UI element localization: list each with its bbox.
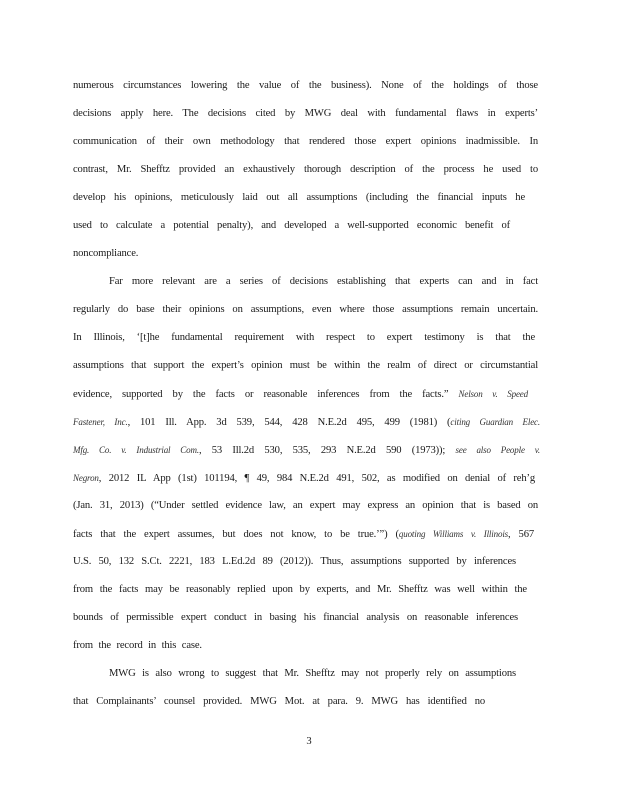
body-line: Fastener, Inc., 101 Ill. App. 3d 539, 544, 428 N.E.2d 495, 499 (1981) (citing Guardian Elec. (73, 417, 540, 428)
body-line: facts that the expert assumes, but does not know, to be true.’”) (quoting Williams v. Illinois, 567 (73, 529, 534, 540)
body-line: that Complainants’ counsel provided. MWG Mot. at para. 9. MWG has identified no (73, 696, 485, 707)
body-line: from the facts may be reasonably replied upon by experts, and Mr. Shefftz was well within the (73, 584, 527, 595)
body-line: used to calculate a potential penalty), and developed a well-supported economic benefit of (73, 220, 510, 231)
case-citation: quoting Williams v. Illinois (398, 529, 509, 539)
case-citation: Negron (73, 473, 99, 483)
page-number: 3 (306, 736, 312, 747)
body-line: bounds of permissible expert conduct in basing his financial analysis on reasonable inferences (73, 612, 518, 623)
body-line: evidence, supported by the facts or reasonable inferences from the facts.” Nelson v. Speed (73, 389, 528, 400)
body-line: develop his opinions, meticulously laid out all assumptions (including the financial inputs he (73, 192, 525, 203)
body-line: Mfg. Co. v. Industrial Com., 53 Ill.2d 530, 535, 293 N.E.2d 590 (1973)); see also People v. (73, 445, 541, 456)
paragraph-first-line: MWG is also wrong to suggest that Mr. Shefftz may not properly rely on assumptions (109, 668, 516, 679)
case-citation: Fastener, Inc. (73, 417, 128, 427)
signal-citation: see also People v. (455, 445, 541, 455)
body-line: from the record in this case. (73, 640, 202, 651)
body-line: noncompliance. (73, 248, 139, 259)
paragraph-first-line: Far more relevant are a series of decisions establishing that experts can and in fact (109, 276, 538, 287)
body-line: communication of their own methodology that rendered those expert opinions inadmissible. In (73, 136, 538, 147)
signal-citation: citing Guardian Elec. (450, 417, 540, 427)
case-citation: Nelson v. Speed (458, 389, 528, 399)
body-line: decisions apply here. The decisions cited by MWG deal with fundamental flaws in experts’ (73, 108, 538, 119)
body-line: (Jan. 31, 2013) (“Under settled evidence law, an expert may express an opinion that is based on (73, 500, 538, 511)
body-line: U.S. 50, 132 S.Ct. 2221, 183 L.Ed.2d 89 (2012)). Thus, assumptions supported by inferences (73, 556, 516, 567)
case-citation: Mfg. Co. v. Industrial Com. (73, 445, 199, 455)
body-line: Negron, 2012 IL App (1st) 101194, ¶ 49, 984 N.E.2d 491, 502, as modified on denial of reh’g (73, 473, 535, 484)
body-line: contrast, Mr. Shefftz provided an exhaustively thorough description of the process he used to (73, 164, 538, 175)
body-line: regularly do base their opinions on assumptions, even where those assumptions remain uncertain. (73, 304, 538, 315)
body-line: In Illinois, ‘[t]he fundamental requirement with respect to expert testimony is that the (73, 332, 535, 343)
body-line: assumptions that support the expert’s opinion must be within the realm of direct or circumstantial (73, 360, 538, 371)
body-line: numerous circumstances lowering the value of the business). None of the holdings of those (73, 80, 538, 91)
